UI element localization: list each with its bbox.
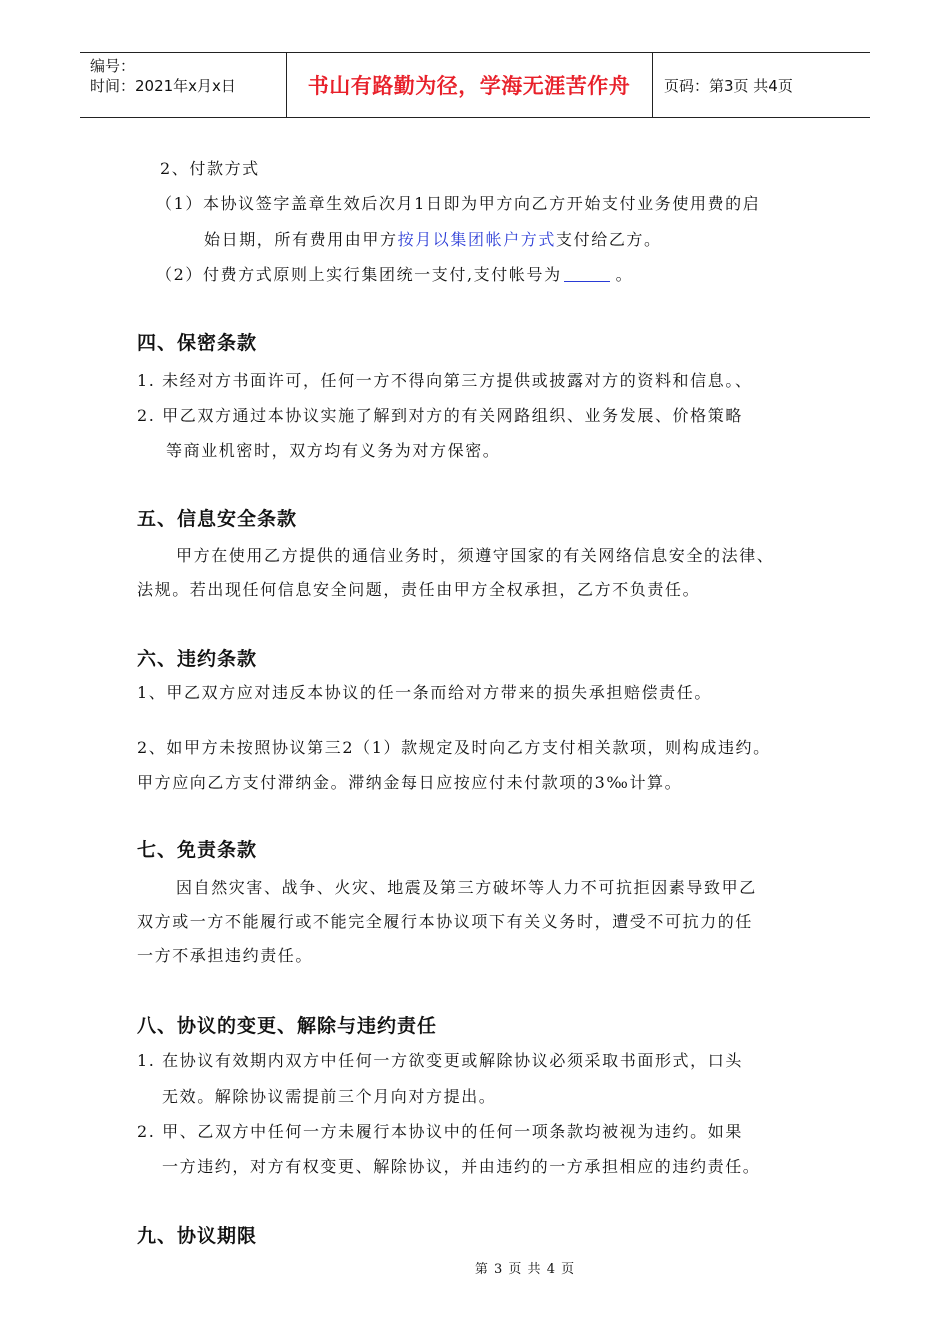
header-meta bbox=[90, 56, 236, 96]
section-6-para-2-line1: 2、如甲方未按照协议第三2（1）款规定及时向乙方支付相关款项，则构成违约。 bbox=[137, 738, 771, 757]
section-8-para-2-line1: 2. 甲、乙双方中任何一方未履行本协议中的任何一项条款均被视为违约。如果 bbox=[137, 1122, 743, 1141]
header-bottom-rule bbox=[80, 117, 870, 118]
section-7-line2: 双方或一方不能履行或不能完全履行本协议项下有关义务时，遭受不可抗力的任 bbox=[137, 912, 754, 931]
payment-item1-text-b: 支付给乙方。 bbox=[556, 230, 662, 249]
header-number: 编号： bbox=[90, 57, 136, 75]
section-6-para-2-line2: 甲方应向乙方支付滞纳金。滞纳金每日应按应付未付款项的3‰计算。 bbox=[137, 773, 683, 792]
payment-item1-text-a: 始日期，所有费用由甲方 bbox=[204, 230, 398, 249]
section-6-para-1: 1、甲乙双方应对违反本协议的任一条而给对方带来的损失承担赔偿责任。 bbox=[137, 683, 712, 702]
section-4-para-2-line1: 2. 甲乙双方通过本协议实施了解到对方的有关网路组织、业务发展、价格策略 bbox=[137, 406, 743, 425]
payment-item1-line1: （1）本协议签字盖章生效后次月1日即为甲方向乙方开始支付业务使用费的启 bbox=[156, 194, 761, 213]
payment-method-highlight: 按月以集团帐户方式 bbox=[397, 230, 557, 249]
payment-item2 bbox=[156, 262, 633, 285]
header-motto: 书山有路勤为径，学海无涯苦作舟 bbox=[307, 74, 631, 98]
section-8-para-2-line2: 一方违约，对方有权变更、解除协议，并由违约的一方承担相应的违约责任。 bbox=[162, 1157, 761, 1176]
section-6-heading: 六、违约条款 bbox=[137, 648, 258, 670]
section-8-para-1-line1: 1. 在协议有效期内双方中任何一方欲变更或解除协议必须采取书面形式，口头 bbox=[137, 1051, 743, 1070]
header-page-number: 页码：第3页 共4页 bbox=[664, 77, 793, 95]
section-4-heading: 四、保密条款 bbox=[137, 332, 258, 354]
section-5-line1: 甲方在使用乙方提供的通信业务时，须遵守国家的有关网络信息安全的法律、 bbox=[176, 546, 775, 565]
header-divider-right bbox=[652, 52, 653, 117]
section-8-heading: 八、协议的变更、解除与违约责任 bbox=[137, 1015, 438, 1037]
section-9-heading: 九、协议期限 bbox=[137, 1225, 258, 1247]
section-5-heading: 五、信息安全条款 bbox=[137, 508, 298, 530]
section-7-heading: 七、免责条款 bbox=[137, 839, 258, 861]
payment-title: 2、付款方式 bbox=[160, 159, 260, 178]
account-number-blank bbox=[564, 265, 610, 282]
payment-item1-line2 bbox=[204, 227, 662, 250]
header-top-rule bbox=[80, 52, 870, 53]
section-7-line1: 因自然灾害、战争、火灾、地震及第三方破坏等人力不可抗拒因素导致甲乙 bbox=[176, 878, 757, 897]
section-7-line3: 一方不承担违约责任。 bbox=[137, 946, 314, 965]
section-8-para-1-line2: 无效。解除协议需提前三个月向对方提出。 bbox=[162, 1087, 497, 1106]
footer-page-number: 第 3 页 共 4 页 bbox=[474, 1262, 576, 1277]
section-4-para-1: 1. 未经对方书面许可，任何一方不得向第三方提供或披露对方的资料和信息。、 bbox=[137, 371, 753, 390]
header-time: 时间：2021年x月x日 bbox=[90, 77, 236, 95]
section-4-para-2-line2: 等商业机密时，双方均有义务为对方保密。 bbox=[166, 441, 501, 460]
payment-item2-text-a: （2）付费方式原则上实行集团统一支付,支付帐号为 bbox=[156, 265, 562, 284]
payment-item2-text-b: 。 bbox=[615, 265, 634, 284]
section-5-line2: 法规。若出现任何信息安全问题，责任由甲方全权承担，乙方不负责任。 bbox=[137, 580, 701, 599]
